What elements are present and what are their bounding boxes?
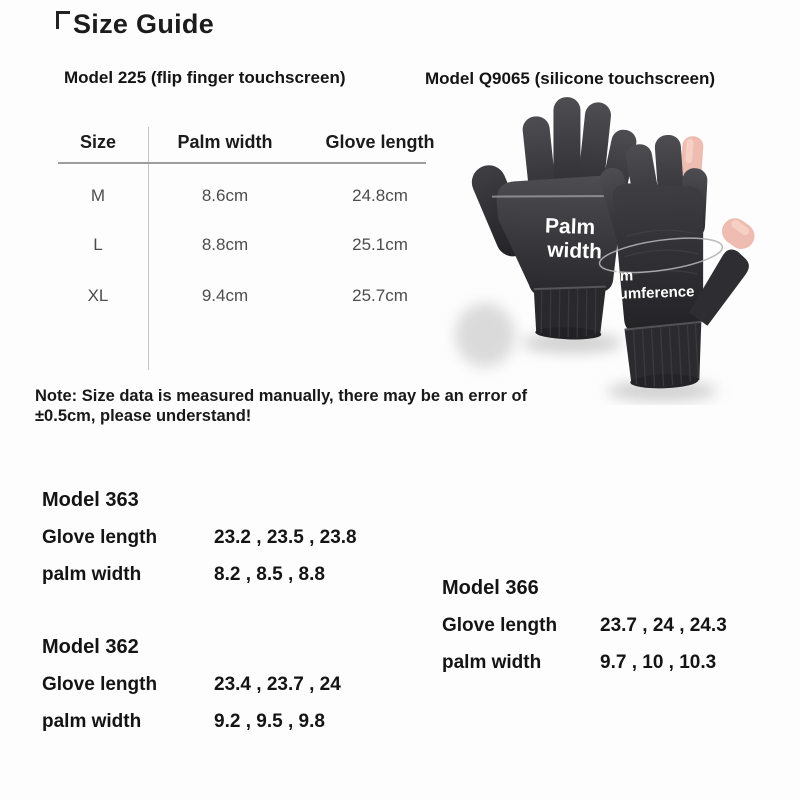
glove-cuff bbox=[532, 284, 606, 340]
spec-values: 9.7 , 10 , 10.3 bbox=[600, 652, 717, 673]
spec-values: 9.2 , 9.5 , 9.8 bbox=[214, 711, 325, 732]
spec-values: 8.2 , 8.5 , 8.8 bbox=[214, 564, 325, 585]
model-name: Model 366 bbox=[442, 577, 539, 599]
size-cell: L bbox=[93, 235, 103, 254]
spec-row bbox=[42, 525, 357, 551]
palm-width-label-line1: Palm bbox=[544, 214, 596, 240]
size-cell: M bbox=[90, 186, 106, 205]
exposed-thumb-tip bbox=[717, 213, 760, 254]
glove-length-cell: 24.8cm bbox=[352, 186, 408, 205]
spec-row bbox=[42, 562, 357, 588]
note-line-2: ±0.5cm, please understand! bbox=[35, 406, 252, 425]
flip-finger-glove bbox=[594, 131, 765, 390]
page-title-text: Size Guide bbox=[73, 9, 215, 39]
model-362-block bbox=[42, 635, 341, 746]
glove-length-header-cell: Glove length bbox=[325, 132, 435, 152]
palm-width-cell: 8.6cm bbox=[201, 186, 249, 205]
model-225-heading: Model 225 (flip finger touchscreen) bbox=[64, 68, 346, 87]
glove-length-cell: 25.7cm bbox=[352, 286, 408, 305]
spec-row bbox=[42, 672, 341, 698]
palm-width-label-line2: width bbox=[546, 238, 603, 264]
circumference-label-line2: cumference bbox=[610, 283, 695, 304]
spec-label: palm width bbox=[442, 652, 542, 673]
model-363-block bbox=[42, 488, 357, 599]
spec-label: palm width bbox=[42, 564, 142, 585]
page-title bbox=[56, 8, 214, 40]
spec-row bbox=[42, 709, 341, 735]
spec-values: 23.2 , 23.5 , 23.8 bbox=[214, 527, 357, 548]
spec-label: Glove length bbox=[42, 527, 158, 548]
circumference-label-line1: lm bbox=[615, 267, 634, 285]
glove-cuff bbox=[624, 322, 703, 390]
corner-bracket-icon bbox=[56, 11, 70, 29]
spec-values: 23.7 , 24 , 24.3 bbox=[600, 615, 727, 636]
table-header-rule bbox=[58, 162, 426, 164]
glove-product-photo bbox=[440, 85, 800, 405]
size-cell: XL bbox=[87, 286, 109, 305]
model-q9065-heading: Model Q9065 (silicone touchscreen) bbox=[425, 69, 716, 88]
spec-values: 23.4 , 23.7 , 24 bbox=[214, 674, 341, 695]
palm-width-cell: 8.8cm bbox=[201, 235, 249, 254]
spec-label: palm width bbox=[42, 711, 142, 732]
spec-row bbox=[442, 613, 727, 639]
size-header-cell: Size bbox=[79, 132, 117, 152]
note-line-1: Note: Size data is measured manually, there may be an error of bbox=[35, 387, 528, 405]
spec-row bbox=[442, 650, 727, 676]
spec-label: Glove length bbox=[442, 615, 558, 636]
glove-length-cell: 25.1cm bbox=[352, 235, 408, 254]
spec-label: Glove length bbox=[42, 674, 158, 695]
palm-width-header-cell: Palm width bbox=[177, 132, 273, 152]
model-name: Model 363 bbox=[42, 489, 139, 511]
model-name: Model 362 bbox=[42, 636, 139, 658]
model-366-block bbox=[442, 576, 727, 687]
palm-width-cell: 9.4cm bbox=[201, 286, 249, 305]
